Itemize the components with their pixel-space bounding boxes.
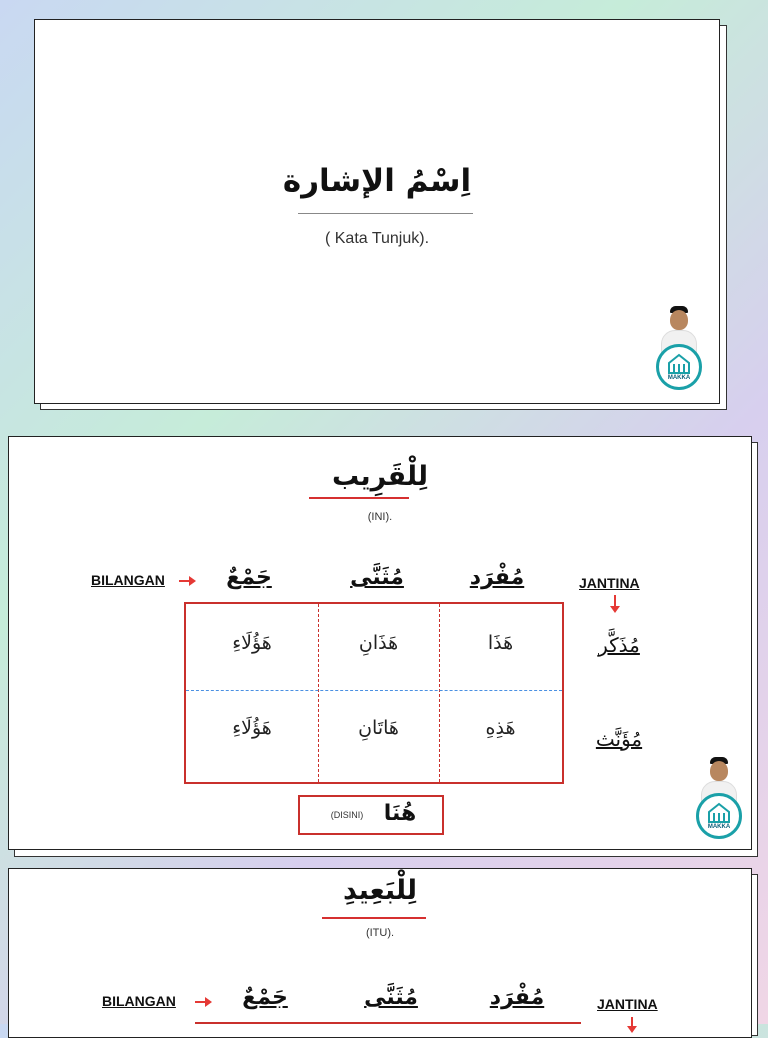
cell-masc-plural: هَؤُلَاءِ: [232, 632, 272, 654]
row-label-muannath: مُؤَنَّث: [595, 727, 643, 751]
slide-3-meaning: (ITU).: [365, 927, 395, 939]
bilangan-label: BILANGAN: [91, 572, 165, 588]
jantina-arrow-icon: [614, 595, 616, 607]
avatar-head: [670, 310, 688, 330]
slide-3-title-underline: [322, 917, 426, 919]
demonstrative-table: [184, 602, 564, 784]
avatar-head: [710, 761, 728, 781]
cell-fem-plural: هَؤُلَاءِ: [232, 717, 272, 739]
slide-1-title: اِسْمُ الإشارة: [282, 163, 472, 199]
slide-1-subtitle: ( Kata Tunjuk).: [324, 230, 430, 247]
logo-text: MAKKA: [667, 375, 691, 381]
cell-fem-singular: هَذِهِ: [485, 717, 516, 739]
table-col-divider: [318, 604, 319, 782]
slide-2-meaning: (INI).: [367, 511, 393, 523]
col-header-mufrad: مُفْرَد: [469, 565, 525, 590]
col-header-jam: جَمْعٌ: [242, 985, 288, 1010]
table-row-divider: [186, 690, 562, 691]
logo-badge: [649, 304, 709, 394]
slide-3[interactable]: [8, 868, 752, 1038]
cell-masc-singular: هَذَا: [487, 632, 514, 654]
jantina-label: JANTINA: [579, 575, 640, 591]
cell-masc-dual: هَذَانِ: [358, 632, 399, 654]
logo-text: MAKKA: [707, 824, 731, 830]
place-box: [298, 795, 444, 835]
bilangan-label: BILANGAN: [102, 993, 176, 1009]
bilangan-arrow-icon: [195, 1001, 207, 1003]
slide-3-title: لِلْبَعِيدِ: [342, 875, 418, 906]
slide-1[interactable]: [34, 19, 720, 404]
slide-2[interactable]: [8, 436, 752, 850]
col-header-muthanna: مُثَنَّى: [364, 985, 418, 1010]
place-meaning: (DISINI): [330, 810, 364, 820]
house-logo-icon: [656, 344, 702, 390]
bilangan-arrow-icon: [179, 580, 191, 582]
row-label-mudhakkar: مُذَكَّر: [598, 633, 640, 657]
table-col-divider: [439, 604, 440, 782]
logo-badge: [689, 755, 749, 845]
col-header-mufrad: مُفْرَد: [489, 985, 545, 1010]
cell-fem-dual: هَاتَانِ: [358, 717, 399, 739]
place-arabic: هُنَا: [383, 801, 417, 826]
house-logo-icon: [696, 793, 742, 839]
slide-1-title-underline: [298, 213, 473, 214]
jantina-arrow-icon: [631, 1017, 633, 1027]
slide-2-title-underline: [309, 497, 409, 499]
col-header-muthanna: مُثَنَّى: [350, 565, 404, 590]
jantina-label: JANTINA: [597, 996, 658, 1012]
slide-2-title: لِلْقَرِيب: [331, 461, 429, 492]
col-header-jam: جَمْعٌ: [226, 565, 272, 590]
